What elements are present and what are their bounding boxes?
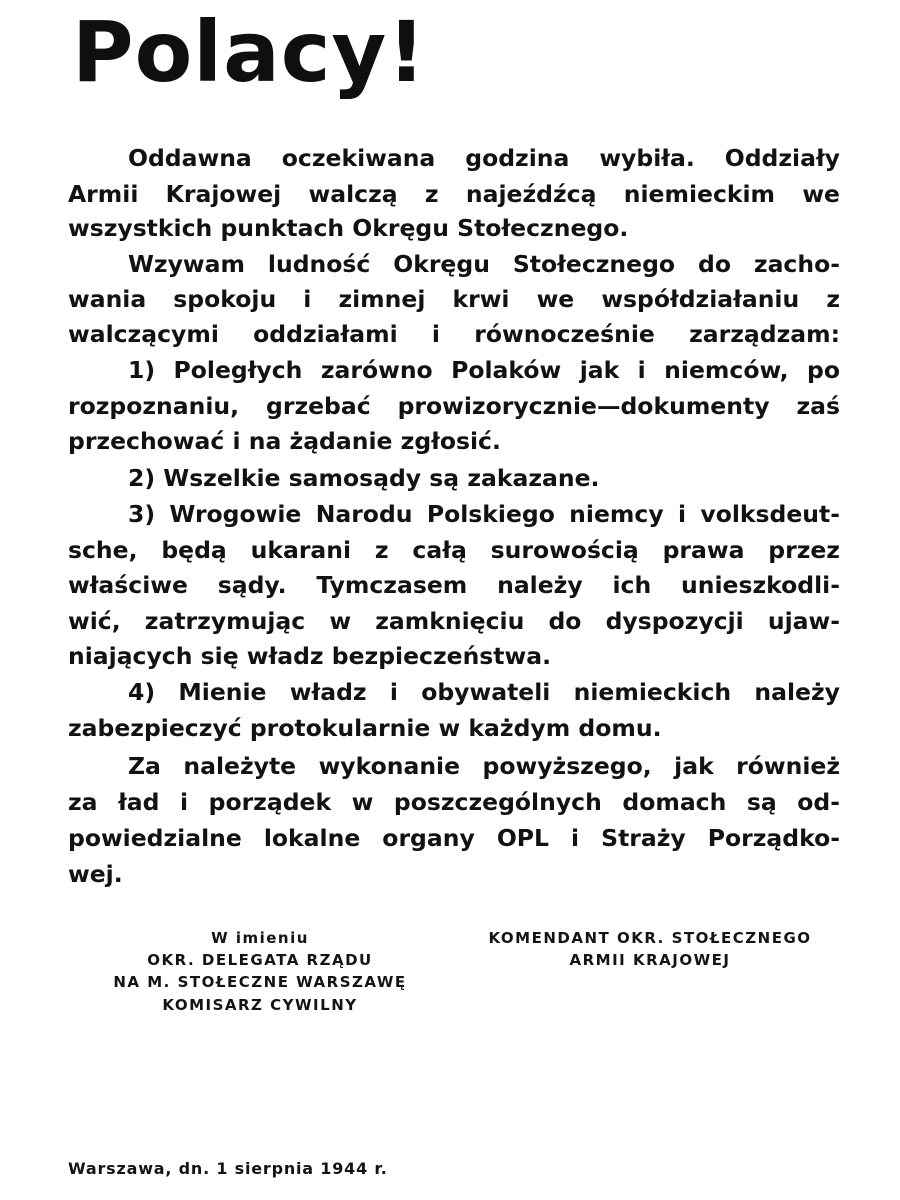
- body-line: wania spokoju i zimnej krwi we współdziałaniu z: [68, 285, 840, 313]
- body-line: rozpoznaniu, grzebać prowizorycznie—dokumenty zaś: [68, 392, 840, 420]
- body-line: Wzywam ludność Okręgu Stołecznego do zacho-: [128, 250, 840, 278]
- signature-right-line: ARMII KRAJOWEJ: [569, 951, 731, 969]
- signature-left-line: W imieniu: [211, 929, 309, 947]
- body-line: 3) Wrogowie Narodu Polskiego niemcy i volksdeut-: [128, 500, 840, 528]
- body-line: 1) Poległych zarówno Polaków jak i niemców, po: [128, 356, 840, 384]
- body-line: niających się władz bezpieczeństwa.: [68, 642, 552, 670]
- body-line: powiedzialne lokalne organy OPL i Straży Porządko-: [68, 824, 840, 852]
- body-line: wej.: [68, 860, 123, 888]
- body-line: sche, będą ukarani z całą surowością prawa przez: [68, 536, 840, 564]
- body-line: 4) Mienie władz i obywateli niemieckich należy: [128, 678, 840, 706]
- signature-left-line: KOMISARZ CYWILNY: [162, 996, 358, 1014]
- body-line: Oddawna oczekiwana godzina wybiła. Oddziały: [128, 144, 840, 172]
- body-line: wszystkich punktach Okręgu Stołecznego.: [68, 214, 629, 242]
- body-line: Za należyte wykonanie powyższego, jak również: [128, 752, 840, 780]
- signature-left-line: OKR. DELEGATA RZĄDU: [147, 951, 373, 969]
- poster-title: Polacy!: [72, 3, 427, 101]
- body-line: zabezpieczyć protokularnie w każdym domu.: [68, 714, 662, 742]
- body-line: właściwe sądy. Tymczasem należy ich unieszkodli-: [68, 571, 840, 599]
- body-line: Armii Krajowej walczą z najeźdźcą niemieckim we: [68, 180, 840, 208]
- body-line: walczącymi oddziałami i równocześnie zarządzam:: [68, 320, 840, 348]
- body-line: przechować i na żądanie zgłosić.: [68, 427, 501, 455]
- place-date-footer: Warszawa, dn. 1 sierpnia 1944 r.: [68, 1159, 388, 1178]
- signature-right-line: KOMENDANT OKR. STOŁECZNEGO: [488, 929, 812, 947]
- body-line: za ład i porządek w poszczególnych domach są od-: [68, 788, 840, 816]
- body-line: wić, zatrzymując w zamknięciu do dyspozycji ujaw-: [68, 607, 840, 635]
- body-line: 2) Wszelkie samosądy są zakazane.: [128, 464, 600, 492]
- signature-left-line: NA M. STOŁECZNE WARSZAWĘ: [113, 973, 407, 991]
